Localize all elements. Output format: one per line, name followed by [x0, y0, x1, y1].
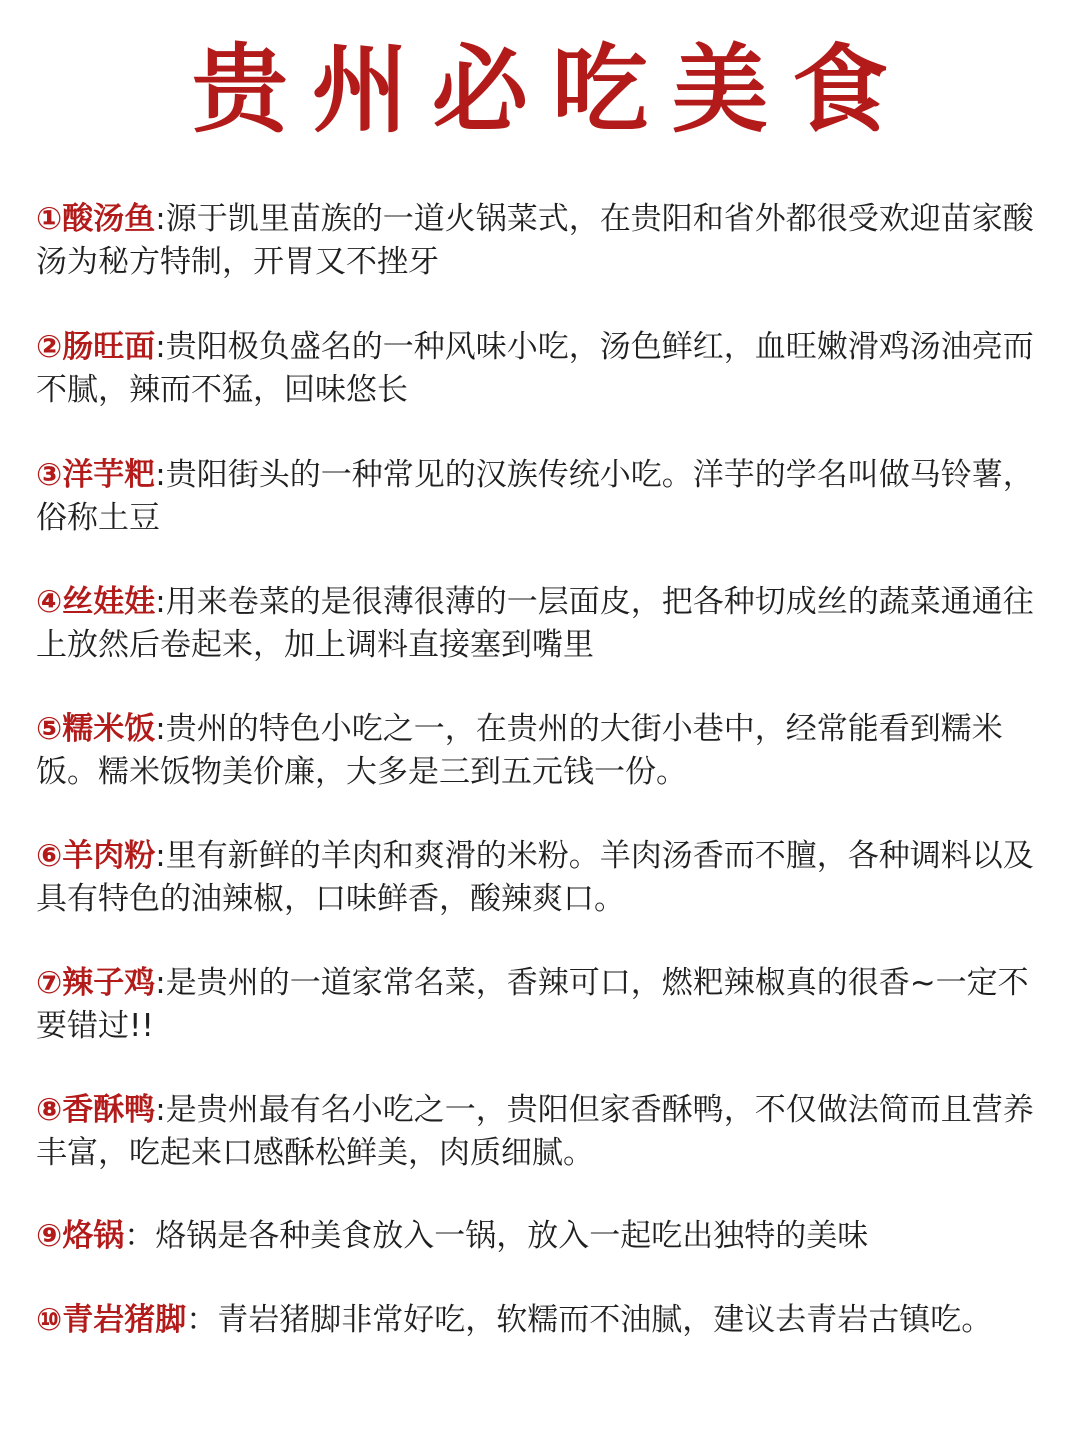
- food-description: :里有新鲜的羊肉和爽滑的米粉。羊肉汤香而不膻，各种调料以及具有特色的油辣椒，口味鲜香，酸辣爽口。: [36, 838, 1034, 917]
- food-name: ①酸汤鱼: [36, 201, 156, 237]
- page-title: 贵州必吃美食: [192, 34, 912, 146]
- food-description: :是贵州最有名小吃之一，贵阳但家香酥鸭，不仅做法简而且营养丰富，吃起来口感酥松鲜美，肉质细腻。: [36, 1092, 1034, 1171]
- food-name: ④丝娃娃: [36, 584, 156, 620]
- food-name: ⑦辣子鸡: [36, 965, 156, 1001]
- food-name: ⑩青岩猪脚: [36, 1302, 187, 1338]
- food-item-xiang-su-ya: [36, 1089, 1046, 1175]
- food-description: :用来卷菜的是很薄很薄的一层面皮，把各种切成丝的蔬菜通通往上放然后卷起来，加上调料直接塞到嘴里: [36, 584, 1034, 663]
- food-description: :贵阳街头的一种常见的汉族传统小吃。洋芋的学名叫做马铃薯，俗称土豆: [36, 457, 1034, 536]
- food-item-lao-guo: [36, 1215, 1046, 1258]
- food-name: ⑤糯米饭: [36, 711, 156, 747]
- food-item-si-wa-wa: [36, 581, 1046, 667]
- food-name: ⑥羊肉粉: [36, 838, 156, 874]
- food-description: :源于凯里苗族的一道火锅菜式，在贵阳和省外都很受欢迎苗家酸汤为秘方特制，开胃又不挫牙: [36, 201, 1034, 280]
- food-item-suan-tang-yu: [36, 198, 1046, 284]
- food-description: :贵阳极负盛名的一种风味小吃，汤色鲜红，血旺嫩滑鸡汤油亮而不腻，辣而不猛，回味悠长: [36, 329, 1034, 408]
- food-name: ③洋芋粑: [36, 457, 156, 493]
- food-description: ：青岩猪脚非常好吃，软糯而不油腻，建议去青岩古镇吃。: [186, 1302, 993, 1338]
- food-item-yang-rou-fen: [36, 835, 1046, 921]
- food-item-qing-yan-zhu-jiao: [36, 1299, 1046, 1342]
- food-item-la-zi-ji: [36, 962, 1046, 1048]
- food-item-chang-wang-mian: [36, 326, 1046, 412]
- food-item-nuo-mi-fan: [36, 708, 1046, 794]
- food-description: ：烙锅是各种美食放入一锅，放入一起吃出独特的美味: [124, 1218, 869, 1254]
- food-description: :贵州的特色小吃之一，在贵州的大街小巷中，经常能看到糯米饭。糯米饭物美价廉，大多是三到五元钱一份。: [36, 711, 1003, 790]
- food-name: ⑧香酥鸭: [36, 1092, 156, 1128]
- food-item-yang-yu-ba: [36, 454, 1046, 540]
- food-description: :是贵州的一道家常名菜，香辣可口，燃粑辣椒真的很香~一定不要错过!!: [36, 965, 1029, 1044]
- food-name: ⑨烙锅: [36, 1218, 125, 1254]
- food-name: ②肠旺面: [36, 329, 156, 365]
